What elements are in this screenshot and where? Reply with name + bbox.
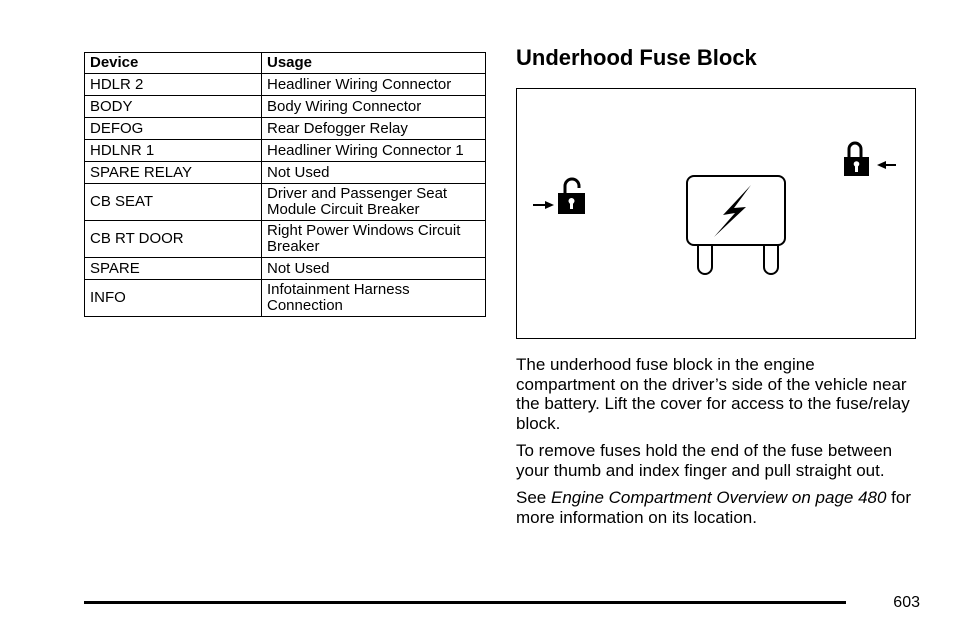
table-row [85, 221, 486, 258]
unlock-arrow-icon [533, 179, 585, 214]
table-row [85, 162, 486, 184]
paragraph-see-reference [516, 488, 916, 527]
usage-cell: Not Used [262, 162, 486, 184]
table-row [85, 184, 486, 221]
device-cell: CB SEAT [85, 184, 262, 221]
device-cell: HDLNR 1 [85, 140, 262, 162]
reference-suffix: for more information on its location. [516, 488, 912, 527]
reference-prefix: See [516, 488, 551, 507]
lock-arrow-icon [844, 143, 896, 176]
cross-reference-link[interactable]: Engine Compartment Overview on page 480 [550, 488, 887, 507]
table-row [85, 140, 486, 162]
table-row [85, 258, 486, 280]
device-cell: SPARE RELAY [85, 162, 262, 184]
table-row [85, 280, 486, 317]
paragraph-location: The underhood fuse block in the engine compartment on the driver’s side of the vehicle near the battery. Lift the cover for access to the fuse/relay block. [516, 355, 910, 433]
fuse-block-drawing [517, 89, 917, 340]
fuse-usage-table [84, 52, 486, 317]
device-cell: INFO [85, 280, 262, 317]
usage-cell: Body Wiring Connector [262, 96, 486, 118]
table-header-row [85, 53, 486, 74]
usage-cell: Headliner Wiring Connector 1 [262, 140, 486, 162]
usage-cell: Not Used [262, 258, 486, 280]
paragraph-remove-fuses: To remove fuses hold the end of the fuse between your thumb and index finger and pull straight out. [516, 441, 893, 480]
fuse-block-illustration [516, 88, 916, 339]
header-usage: Usage [262, 53, 486, 74]
table-row [85, 96, 486, 118]
usage-cell: Headliner Wiring Connector [262, 74, 486, 96]
lightning-relay-icon [687, 176, 785, 274]
device-cell: DEFOG [85, 118, 262, 140]
table-row [85, 118, 486, 140]
page-number: 603 [893, 594, 920, 611]
usage-cell: Infotainment Harness Connection [262, 280, 486, 317]
device-cell: CB RT DOOR [85, 221, 262, 258]
header-device: Device [85, 53, 262, 74]
usage-cell: Right Power Windows Circuit Breaker [262, 221, 486, 258]
usage-cell: Driver and Passenger Seat Module Circuit Breaker [262, 184, 486, 221]
device-cell: HDLR 2 [85, 74, 262, 96]
usage-cell: Rear Defogger Relay [262, 118, 486, 140]
table-row [85, 74, 486, 96]
footer-rule [84, 601, 846, 604]
section-title: Underhood Fuse Block [516, 45, 757, 70]
device-cell: SPARE [85, 258, 262, 280]
device-cell: BODY [85, 96, 262, 118]
